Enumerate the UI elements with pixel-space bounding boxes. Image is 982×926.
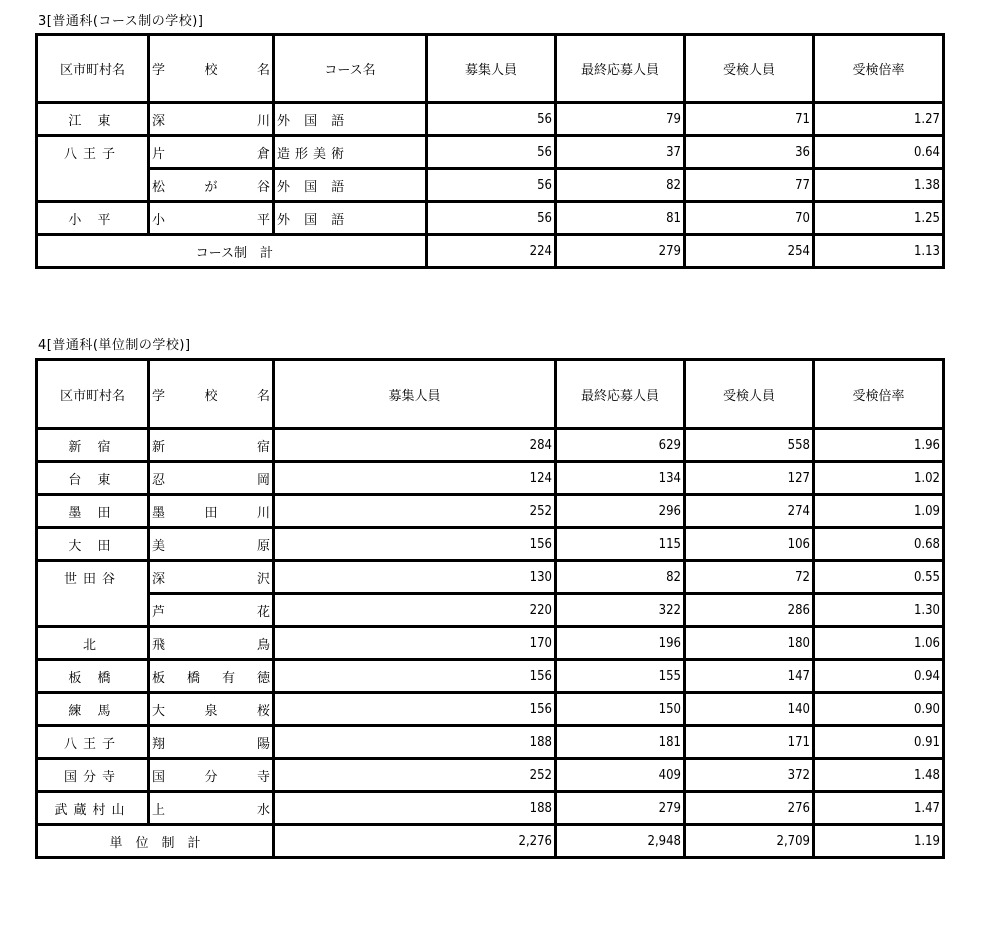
header-recruit: 募集人員 [274, 360, 556, 429]
recruit-cell: 284 [274, 429, 556, 462]
examinees-cell: 286 [685, 594, 814, 627]
recruit-cell: 56 [427, 169, 556, 202]
total-ratio-cell: 1.19 [814, 825, 944, 858]
school-name-cell: 芦 花 [149, 594, 274, 627]
school-name-cell: 翔 陽 [149, 726, 274, 759]
header-applicants: 最終応募人員 [556, 35, 685, 103]
examinees-cell: 276 [685, 792, 814, 825]
course-name-cell: 造形美術 [274, 136, 427, 169]
header-school: 学 校 名 [149, 35, 274, 103]
school-name-cell: 小 平 [149, 202, 274, 235]
recruit-cell: 56 [427, 136, 556, 169]
table-row [37, 660, 944, 693]
ward-cell: 新 宿 [37, 429, 149, 462]
ward-cell: 八王子 [37, 136, 149, 169]
recruit-cell: 170 [274, 627, 556, 660]
ward-cell [37, 594, 149, 627]
recruit-cell: 124 [274, 462, 556, 495]
ward-cell: 武蔵村山 [37, 792, 149, 825]
table4-header-row [37, 360, 944, 429]
examinees-cell: 72 [685, 561, 814, 594]
ratio-cell: 0.68 [814, 528, 944, 561]
table3-title: 3[普通科(コース制の学校)] [38, 14, 204, 29]
school-name-cell: 国 分 寺 [149, 759, 274, 792]
applicants-cell: 322 [556, 594, 685, 627]
total-label: コース制 計 [37, 235, 427, 268]
school-name-cell: 美 原 [149, 528, 274, 561]
examinees-cell: 106 [685, 528, 814, 561]
applicants-cell: 82 [556, 169, 685, 202]
applicants-cell: 134 [556, 462, 685, 495]
recruit-cell: 252 [274, 495, 556, 528]
header-ward: 区市町村名 [37, 35, 149, 103]
recruit-cell: 56 [427, 103, 556, 136]
ratio-cell: 1.02 [814, 462, 944, 495]
examinees-cell: 70 [685, 202, 814, 235]
applicants-cell: 81 [556, 202, 685, 235]
header-examinees: 受検人員 [685, 35, 814, 103]
recruit-cell: 130 [274, 561, 556, 594]
table-row [37, 136, 944, 169]
applicants-cell: 629 [556, 429, 685, 462]
ratio-cell: 1.47 [814, 792, 944, 825]
table-row [37, 726, 944, 759]
ratio-cell: 1.27 [814, 103, 944, 136]
table-row [37, 594, 944, 627]
header-ward: 区市町村名 [37, 360, 149, 429]
total-label: 単 位 制 計 [37, 825, 274, 858]
table4-title: 4[普通科(単位制の学校)] [38, 338, 191, 353]
ratio-cell: 1.96 [814, 429, 944, 462]
course-name-cell: 外 国 語 [274, 103, 427, 136]
applicants-cell: 409 [556, 759, 685, 792]
ward-cell: 大 田 [37, 528, 149, 561]
school-name-cell: 墨 田 川 [149, 495, 274, 528]
ward-cell: 八王子 [37, 726, 149, 759]
ward-cell: 世田谷 [37, 561, 149, 594]
examinees-cell: 71 [685, 103, 814, 136]
total-applicants-cell: 2,948 [556, 825, 685, 858]
applicants-cell: 150 [556, 693, 685, 726]
ratio-cell: 0.64 [814, 136, 944, 169]
table3-header-row [37, 35, 944, 103]
recruit-cell: 252 [274, 759, 556, 792]
total-examinees-cell: 254 [685, 235, 814, 268]
header-course: コース名 [274, 35, 427, 103]
total-row [37, 825, 944, 858]
total-ratio-cell: 1.13 [814, 235, 944, 268]
ward-cell: 板 橋 [37, 660, 149, 693]
ratio-cell: 1.48 [814, 759, 944, 792]
header-ratio: 受検倍率 [814, 360, 944, 429]
applicants-cell: 181 [556, 726, 685, 759]
table-row [37, 462, 944, 495]
school-name-cell: 上 水 [149, 792, 274, 825]
table-row [37, 528, 944, 561]
header-examinees: 受検人員 [685, 360, 814, 429]
total-recruit-cell: 224 [427, 235, 556, 268]
applicants-cell: 79 [556, 103, 685, 136]
applicants-cell: 296 [556, 495, 685, 528]
total-examinees-cell: 2,709 [685, 825, 814, 858]
table-row [37, 103, 944, 136]
header-recruit: 募集人員 [427, 35, 556, 103]
school-name-cell: 片 倉 [149, 136, 274, 169]
ward-cell [37, 169, 149, 202]
school-name-cell: 飛 鳥 [149, 627, 274, 660]
course-name-cell: 外 国 語 [274, 169, 427, 202]
total-applicants-cell: 279 [556, 235, 685, 268]
ratio-cell: 0.55 [814, 561, 944, 594]
applicants-cell: 115 [556, 528, 685, 561]
course-name-cell: 外 国 語 [274, 202, 427, 235]
examinees-cell: 77 [685, 169, 814, 202]
ratio-cell: 1.25 [814, 202, 944, 235]
header-applicants: 最終応募人員 [556, 360, 685, 429]
header-school: 学 校 名 [149, 360, 274, 429]
ward-cell: 北 [37, 627, 149, 660]
recruit-cell: 188 [274, 726, 556, 759]
examinees-cell: 372 [685, 759, 814, 792]
examinees-cell: 558 [685, 429, 814, 462]
school-name-cell: 大 泉 桜 [149, 693, 274, 726]
ward-cell: 墨 田 [37, 495, 149, 528]
ward-cell: 国分寺 [37, 759, 149, 792]
total-recruit-cell: 2,276 [274, 825, 556, 858]
ward-cell: 江 東 [37, 103, 149, 136]
examinees-cell: 274 [685, 495, 814, 528]
examinees-cell: 36 [685, 136, 814, 169]
ratio-cell: 1.30 [814, 594, 944, 627]
school-name-cell: 松 が 谷 [149, 169, 274, 202]
recruit-cell: 188 [274, 792, 556, 825]
recruit-cell: 220 [274, 594, 556, 627]
school-name-cell: 板 橋 有 徳 [149, 660, 274, 693]
table-row [37, 792, 944, 825]
ratio-cell: 1.09 [814, 495, 944, 528]
ward-cell: 小 平 [37, 202, 149, 235]
table-row [37, 429, 944, 462]
table-row [37, 202, 944, 235]
header-ratio: 受検倍率 [814, 35, 944, 103]
applicants-cell: 155 [556, 660, 685, 693]
ward-cell: 台 東 [37, 462, 149, 495]
examinees-cell: 180 [685, 627, 814, 660]
examinees-cell: 171 [685, 726, 814, 759]
table-row [37, 693, 944, 726]
total-row [37, 235, 944, 268]
recruit-cell: 156 [274, 693, 556, 726]
table-row [37, 169, 944, 202]
examinees-cell: 147 [685, 660, 814, 693]
ratio-cell: 1.38 [814, 169, 944, 202]
applicants-cell: 196 [556, 627, 685, 660]
course-system-table [35, 33, 945, 269]
school-name-cell: 新 宿 [149, 429, 274, 462]
table-row [37, 561, 944, 594]
credit-system-table [35, 358, 945, 859]
recruit-cell: 56 [427, 202, 556, 235]
table-row [37, 627, 944, 660]
ratio-cell: 0.94 [814, 660, 944, 693]
ratio-cell: 1.06 [814, 627, 944, 660]
applicants-cell: 37 [556, 136, 685, 169]
ward-cell: 練 馬 [37, 693, 149, 726]
table-row [37, 759, 944, 792]
ratio-cell: 0.90 [814, 693, 944, 726]
table-row [37, 495, 944, 528]
school-name-cell: 深 沢 [149, 561, 274, 594]
examinees-cell: 140 [685, 693, 814, 726]
applicants-cell: 279 [556, 792, 685, 825]
school-name-cell: 忍 岡 [149, 462, 274, 495]
school-name-cell: 深 川 [149, 103, 274, 136]
applicants-cell: 82 [556, 561, 685, 594]
recruit-cell: 156 [274, 660, 556, 693]
examinees-cell: 127 [685, 462, 814, 495]
ratio-cell: 0.91 [814, 726, 944, 759]
recruit-cell: 156 [274, 528, 556, 561]
